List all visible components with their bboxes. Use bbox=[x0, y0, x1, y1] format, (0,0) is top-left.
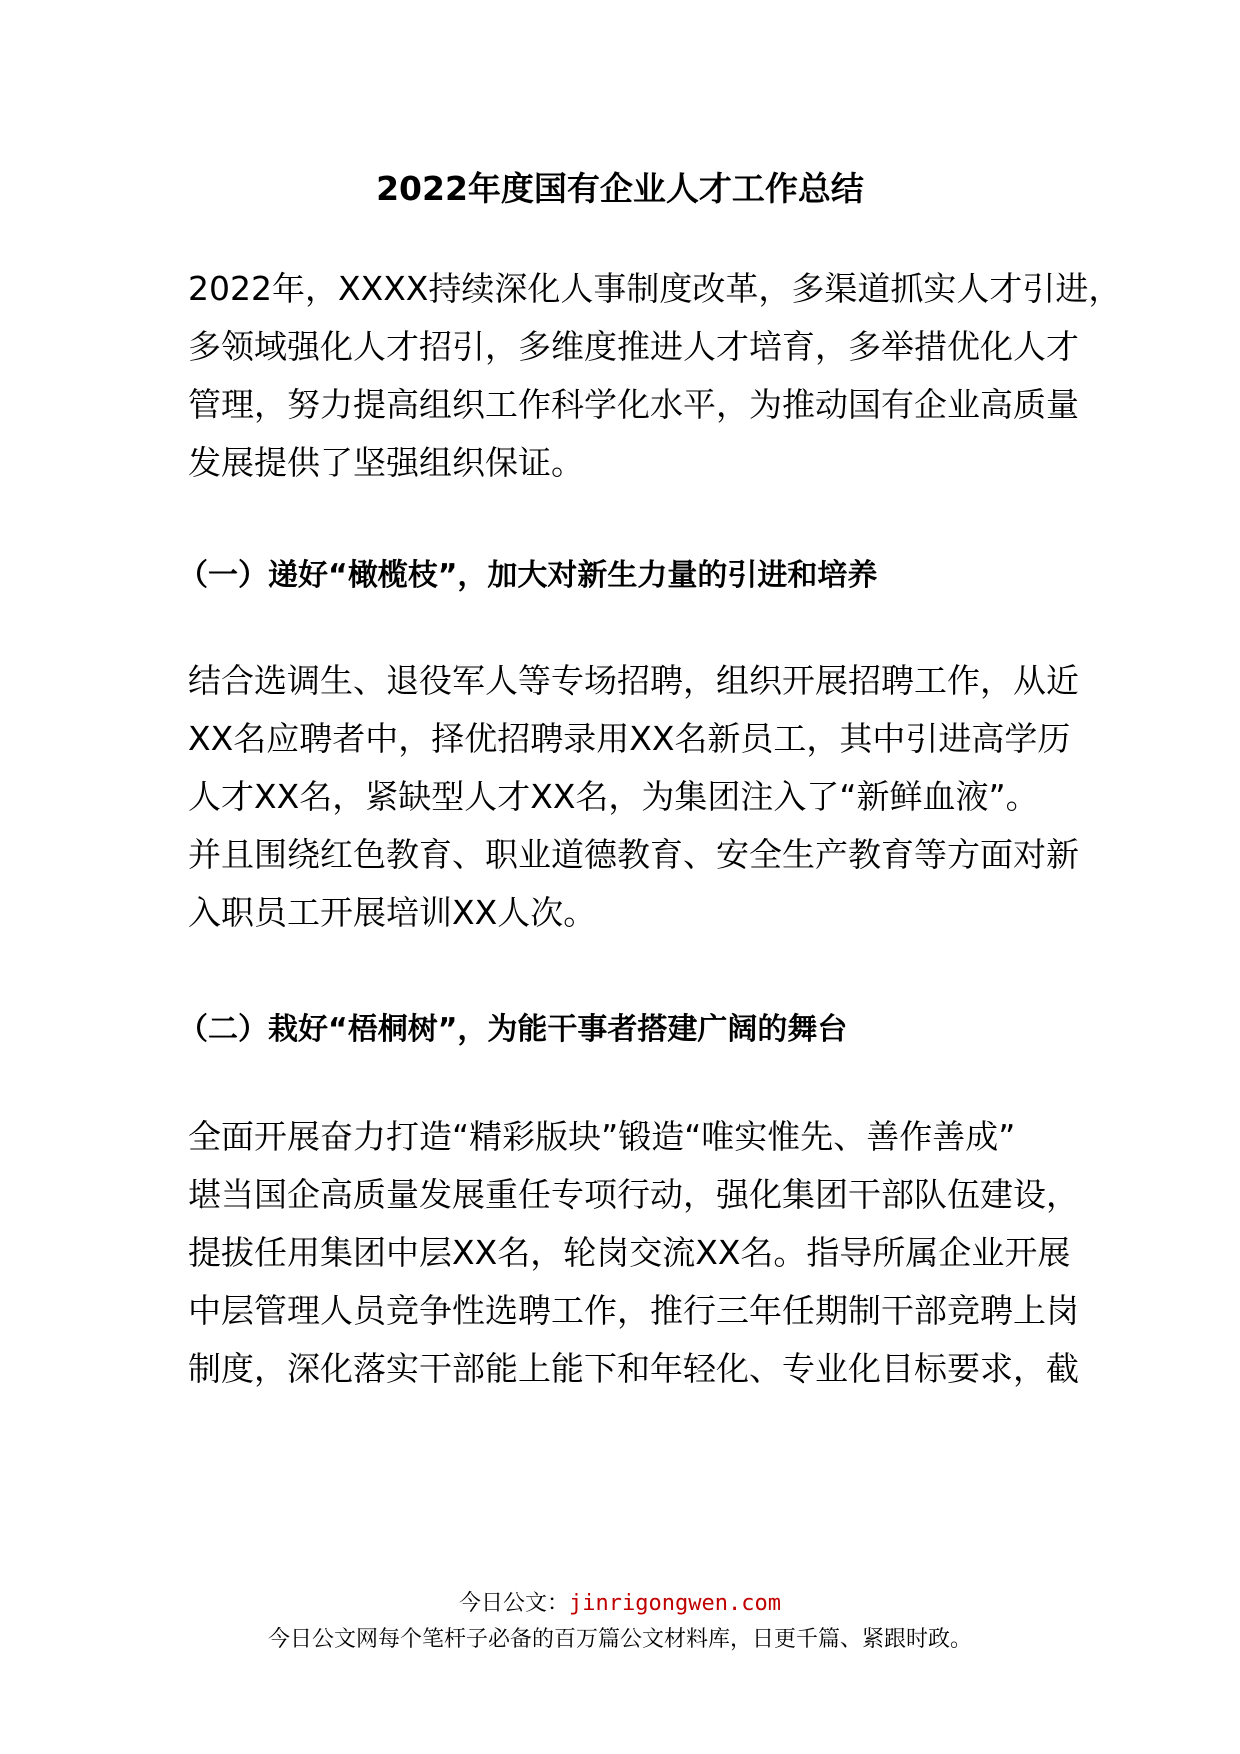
section1-line-2: XX名应聘者中，择优招聘录用XX名新员工，其中引进高学历 bbox=[188, 719, 1071, 758]
intro-line-4: 发展提供了坚强组织保证。 bbox=[188, 443, 584, 482]
section1-line-3: 人才XX名，紧缺型人才XX名，为集团注入了“新鲜血液”。 bbox=[188, 777, 1039, 816]
footer-site bbox=[0, 1590, 1240, 1618]
section2-line-4: 中层管理人员竞争性选聘工作，推行三年任期制干部竞聘上岗 bbox=[188, 1291, 1079, 1330]
section2-heading: （二）栽好“梧桐树”，为能干事者搭建广阔的舞台 bbox=[178, 1012, 848, 1047]
footer-slogan: 今日公文网每个笔杆子必备的百万篇公文材料库，日更千篇、紧跟时政。 bbox=[267, 1627, 972, 1652]
intro-line-1: 2022年，XXXX持续深化人事制度改革，多渠道抓实人才引进， bbox=[188, 269, 1122, 308]
section2-line-1: 全面开展奋力打造“精彩版块”锻造“唯实惟先、善作善成” bbox=[188, 1117, 1016, 1156]
intro-line-3: 管理，努力提高组织工作科学化水平，为推动国有企业高质量 bbox=[188, 385, 1079, 424]
section2-line-3: 提拔任用集团中层XX名，轮岗交流XX名。指导所属企业开展 bbox=[188, 1233, 1071, 1272]
footer-site-link[interactable]: jinrigongwen.com bbox=[569, 1591, 781, 1616]
section1-line-5: 入职员工开展培训XX人次。 bbox=[188, 893, 597, 932]
section1-heading: （一）递好“橄榄枝”，加大对新生力量的引进和培养 bbox=[178, 558, 878, 593]
intro-line-2: 多领域强化人才招引，多维度推进人才培育，多举措优化人才 bbox=[188, 327, 1079, 366]
section2-line-2: 堪当国企高质量发展重任专项行动，强化集团干部队伍建设， bbox=[188, 1175, 1079, 1214]
footer-site-label: 今日公文： bbox=[459, 1591, 570, 1616]
section2-line-5: 制度，深化落实干部能上能下和年轻化、专业化目标要求，截 bbox=[188, 1349, 1079, 1388]
section1-line-1: 结合选调生、退役军人等专场招聘，组织开展招聘工作，从近 bbox=[188, 661, 1079, 700]
section1-line-4: 并且围绕红色教育、职业道德教育、安全生产教育等方面对新 bbox=[188, 835, 1079, 874]
document-title: 2022年度国有企业人才工作总结 bbox=[376, 169, 864, 208]
